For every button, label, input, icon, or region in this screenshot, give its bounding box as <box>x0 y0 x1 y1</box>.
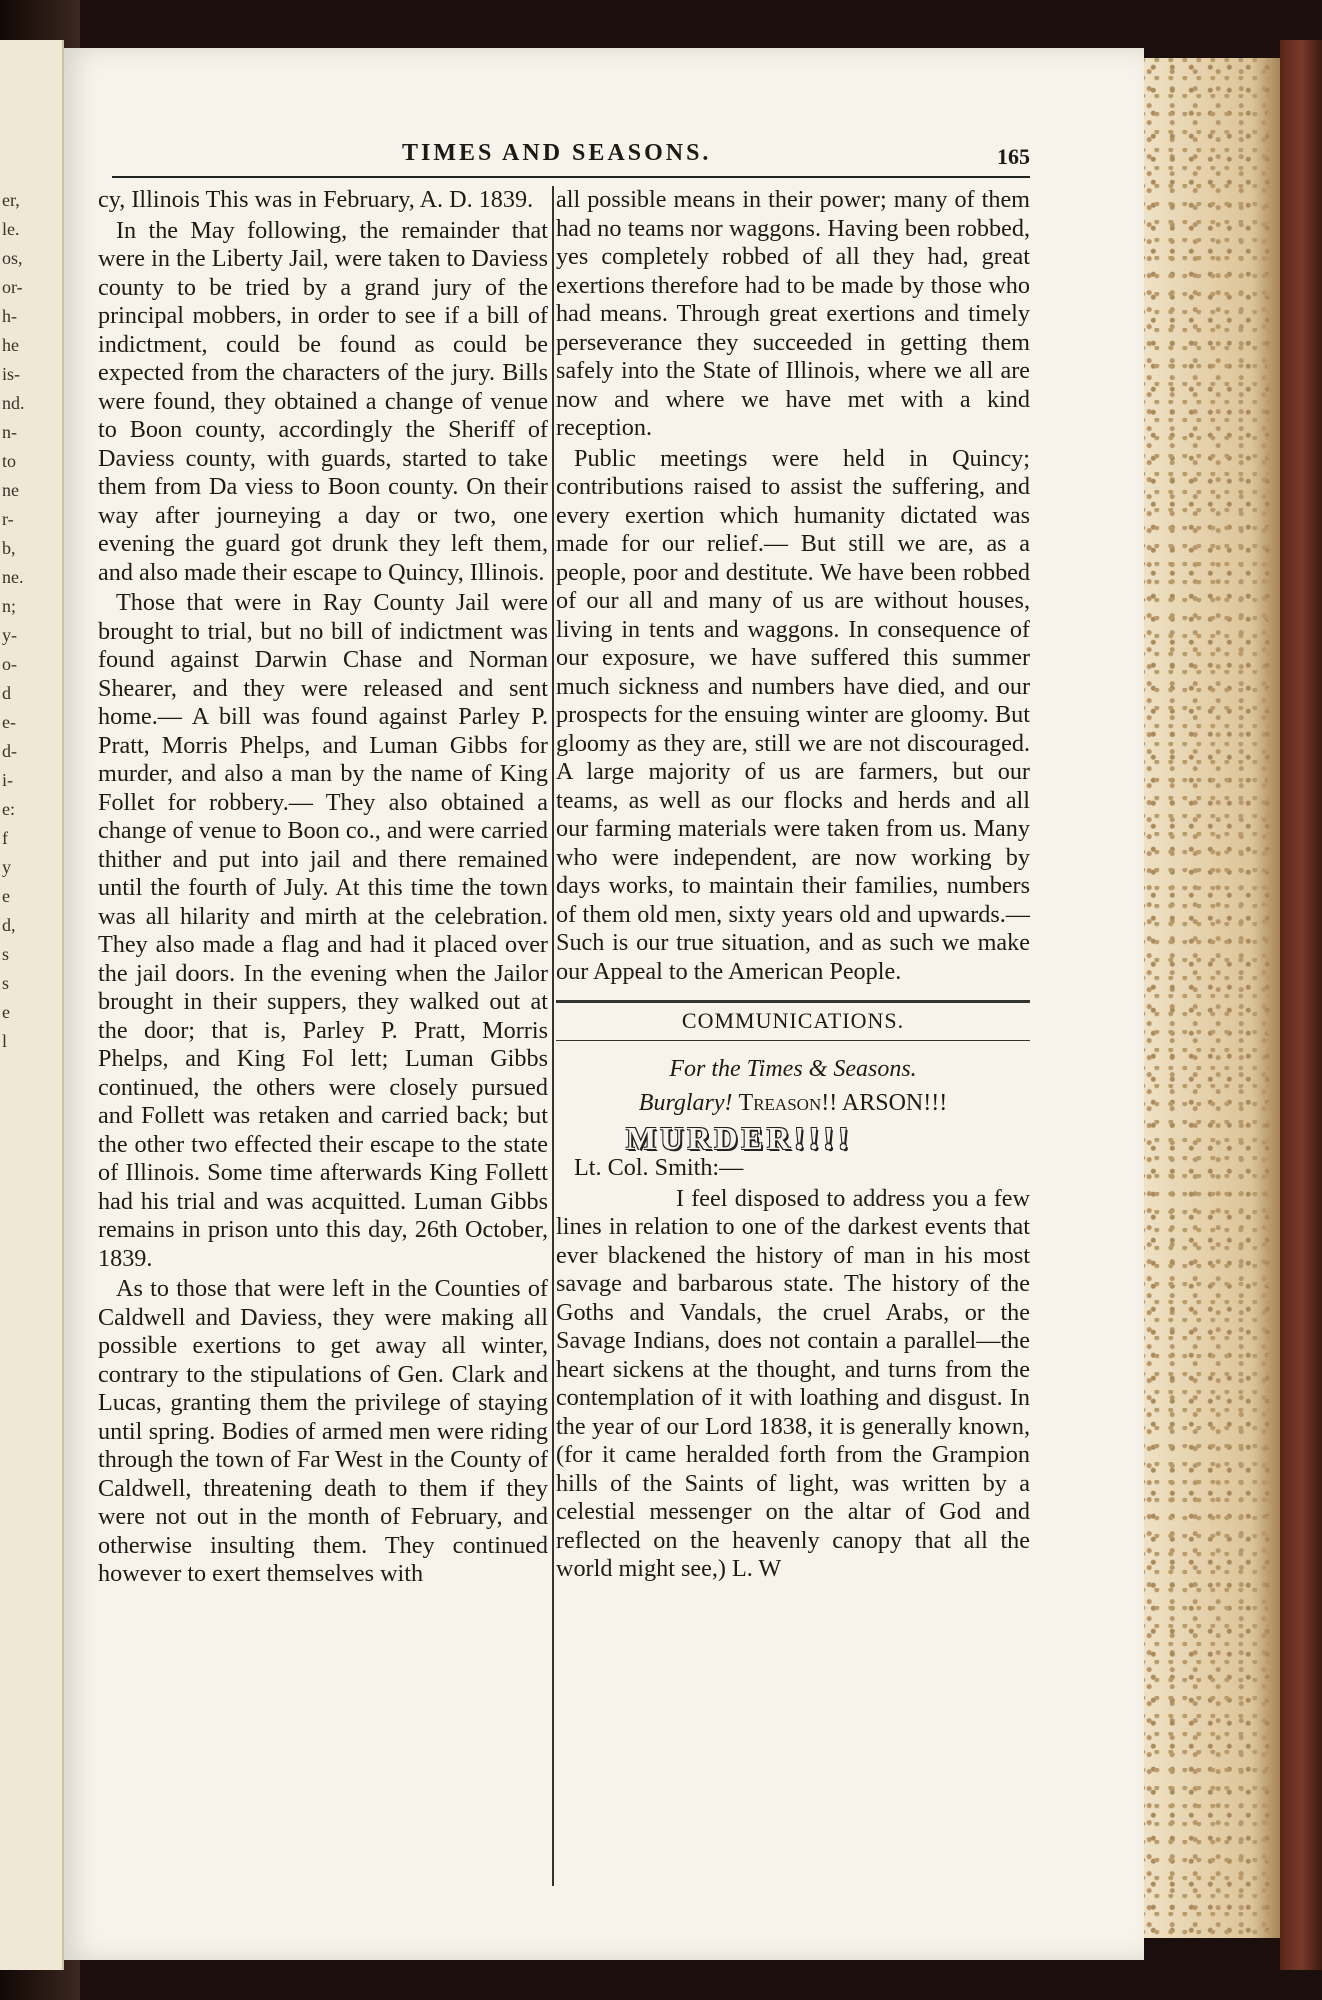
letter-paragraph: I feel disposed to address you a few lines in relation to one of the darkest events that ever blackened the history of man in his most savage and barbarous state. The history of the Goths and Vandals, the cruel Arabs, or the Savage Indians, does not contain a parallel—the heart sickens at the thought, and turns from the contemplation of it with loathing and disgust. In the year of our Lord 1838, it is generally known, (for it came heralded forth from the Grampion hills of the Saints of light, was written by a celestial messenger on the altar of God and reflected on the heavenly canopy that all the world might see,) L. W <box>556 1184 1030 1582</box>
previous-page-fragment: i- <box>2 770 13 790</box>
previous-page-fragment: nd. <box>2 393 25 413</box>
column-divider <box>552 186 554 1886</box>
salutation: Lt. Col. Smith:— <box>574 1154 744 1181</box>
previous-page-fragment: b, <box>2 538 16 558</box>
previous-page-fragment: n- <box>2 422 17 442</box>
previous-page-fragment: he <box>2 335 19 355</box>
section-rule <box>556 1000 1030 1003</box>
running-title: TIMES AND SEASONS. <box>402 140 712 166</box>
right-paragraph: all possible means in their power; many of them had no teams nor waggons. Having been robbed, yes completely robbed of all they had, great exertions therefore had to be made by those who had means. Through great exertions and timely perseverance they succeeded in getting them safely into the State of Illinois, where we all are now and where we have met with a kind reception. <box>556 186 1030 441</box>
previous-page-fragment: le. <box>2 219 20 239</box>
previous-page-fragment: e- <box>2 712 16 732</box>
previous-page-fragment: h- <box>2 306 17 326</box>
previous-page-fragment: e <box>2 1002 10 1022</box>
previous-page-fragment: os, <box>2 248 23 268</box>
previous-page-fragment: s <box>2 973 10 993</box>
previous-page-fragment: ne. <box>2 567 24 587</box>
previous-page-fragment: e: <box>2 799 15 819</box>
previous-page-fragment: e <box>2 886 10 906</box>
previous-page-fragment: d- <box>2 741 17 761</box>
previous-page-fragment: is- <box>2 364 20 384</box>
previous-page-fragment: d <box>2 683 11 703</box>
headline-treason-arson: Treason!! ARSON!!! <box>738 1090 948 1116</box>
previous-page-fragment: y- <box>2 625 17 645</box>
previous-page-fragment: o- <box>2 654 17 674</box>
previous-page-fragment: r- <box>2 509 14 529</box>
right-column <box>556 186 1030 1586</box>
book-cover-edge <box>1280 40 1322 1970</box>
byline: For the Times & Seasons. <box>669 1055 917 1082</box>
right-paragraph: Public meetings were held in Quincy; contributions raised to assist the suffering, and every exertion which humanity dictated was made for our relief.— But still we are, as a people, poor and destitute. We have been robbed of our all and many of us are without houses, living in tents and waggons. In consequence of our exposure, we have suffered this summer much sickness and numbers have died, and our prospects for the ensuing winter are gloomy. But gloomy as they are, still we are not discouraged. A large majority of us are farmers, but our teams, as well as our flocks and herds and all our farming materials were taken from us. Many who were independent, are now working by days works, to maintain their families, numbers of them old men, sixty years old and upwards.— Such is our true situation, and as such we make our Appeal to the American People. <box>556 444 1030 985</box>
previous-page-fragment: s <box>2 944 10 964</box>
previous-page-fragment: y <box>2 857 11 877</box>
previous-page-fragment: f <box>2 828 8 848</box>
page-number: 165 <box>997 144 1030 169</box>
previous-page-fragment: l <box>2 1031 8 1051</box>
section-heading: COMMUNICATIONS. <box>556 1005 1030 1041</box>
left-column <box>98 186 548 1591</box>
previous-page-fragment: er, <box>2 190 20 210</box>
left-paragraph: In the May following, the remainder that were in the Liberty Jail, were taken to Daviess county to be tried by a grand jury of the principal mobbers, in order to see if a bill of indictment, could be found as could be expected from the characters of the jury. Bills were found, they obtained a change of venue to Boon county, accordingly the Sheriff of Daviess county, with guards, started to take them from Da viess to Boon county. On their way after journeying a day or two, one evening the guard got drunk they left them, and also made their escape to Quincy, Illinois. <box>98 216 548 586</box>
left-paragraph: cy, Illinois This was in February, A. D. 1839. <box>98 186 534 213</box>
page-header <box>112 140 1030 178</box>
page-stack-edge <box>1140 58 1280 1938</box>
headline <box>556 1089 1030 1118</box>
previous-page-fragment: n; <box>2 596 17 616</box>
previous-page-fragment: d, <box>2 915 16 935</box>
headline-burglary: Burglary! <box>638 1090 733 1116</box>
left-paragraph: As to those that were left in the Counties of Caldwell and Daviess, they were making all possible exertions to get away all winter, contrary to the stipulations of Gen. Clark and Lucas, granting them the privilege of staying until spring. Bodies of armed men were riding through the town of Far West in the County of Caldwell, threatening death to them if they were not out in the month of February, and otherwise insulting them. They continued however to exert themselves with <box>98 1275 548 1587</box>
previous-page-fragment: to <box>2 451 17 471</box>
previous-page-fragment: or- <box>2 277 23 297</box>
left-paragraph: Those that were in Ray County Jail were brought to trial, but no bill of indictment was found against Darwin Chase and Norman Shearer, and they were released and sent home.— A bill was found against Parley P. Pratt, Morris Phelps, and Luman Gibbs for murder, and also a man by the name of King Follet for robbery.— They also obtained a change of venue to Boon co., and were carried thither and put into jail and there remained until the fourth of July. At this time the town was all hilarity and mirth at the celebration. They also made a flag and had it placed over the jail doors. In the evening when the Jailor brought in their suppers, they walked out at the door; that is, Parley P. Pratt, Morris Phelps, and King Fol lett; Luman Gibbs continued, the others were closely pursued and Follett was retaken and carried back; but the other two effected their escape to the state of Illinois. Some time afterwards King Follett had his trial and was acquitted. Luman Gibbs remains in prison unto this day, 26th October, 1839. <box>98 589 548 1272</box>
previous-page-edge <box>0 40 64 1970</box>
headline-murder: MURDER!!!! <box>626 1119 853 1156</box>
previous-page-fragment: ne <box>2 480 19 500</box>
